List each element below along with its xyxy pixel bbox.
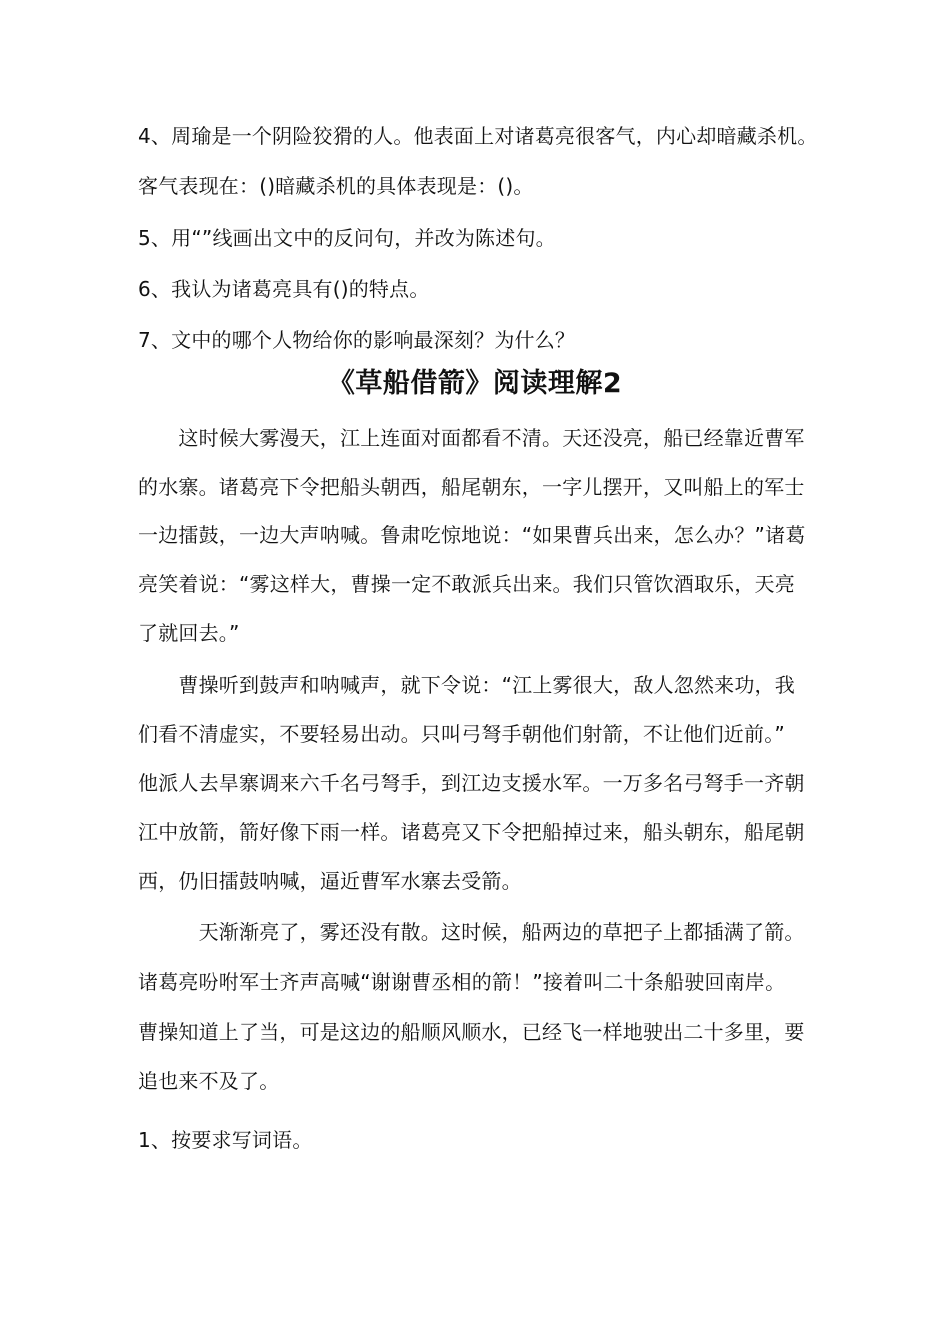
passage-line: 们看不清虚实，不要轻易出动。只叫弓弩手朝他们射箭，不让他们近前。” [138,722,785,746]
passage-line: 一边擂鼓，一边大声呐喊。鲁肃吃惊地说：“如果曹兵出来，怎么办？”诸葛 [138,523,806,547]
question-6: 6、我认为诸葛亮具有()的特点。 [138,277,430,301]
passage-line: 亮笑着说：“雾这样大，曹操一定不敢派兵出来。我们只管饮酒取乐，天亮 [138,572,795,596]
passage-line: 西，仍旧擂鼓呐喊，逼近曹军水寨去受箭。 [138,869,522,893]
passage-line: 诸葛亮吩咐军士齐声高喊“谢谢曹丞相的箭！”接着叫二十条船驶回南岸。 [138,970,786,994]
question-4-line-2: 客气表现在：()暗藏杀机的具体表现是：()。 [138,174,534,198]
passage-line: 他派人去旱寨调来六千名弓弩手，到江边支援水军。一万多名弓弩手一齐朝 [138,771,805,795]
question-1-bottom: 1、按要求写词语。 [138,1128,313,1152]
passage-line: 了就回去。” [138,621,240,645]
question-5: 5、用“”线画出文中的反问句，并改为陈述句。 [138,226,556,250]
question-7: 7、文中的哪个人物给你的影响最深刻？为什么？ [138,328,576,352]
question-4-line-1: 4、周瑜是一个阴险狡猾的人。他表面上对诸葛亮很客气，内心却暗藏杀机。 [138,124,818,148]
passage-line: 曹操听到鼓声和呐喊声，就下令说：“江上雾很大，敌人忽然来功，我 [138,673,795,697]
passage-line: 江中放箭，箭好像下雨一样。诸葛亮又下令把船掉过来，船头朝东，船尾朝 [138,820,805,844]
passage-line: 曹操知道上了当，可是这边的船顺风顺水，已经飞一样地驶出二十多里，要 [138,1020,805,1044]
passage-line: 天渐渐亮了，雾还没有散。这时候，船两边的草把子上都插满了箭。 [138,920,805,944]
passage-line: 的水寨。诸葛亮下令把船头朝西，船尾朝东，一字儿摆开，又叫船上的军士 [138,475,805,499]
passage-line: 这时候大雾漫天，江上连面对面都看不清。天还没亮，船已经靠近曹军 [138,426,805,450]
passage-line: 追也来不及了。 [138,1069,280,1093]
page-title: 《草船借箭》阅读理解2 [327,368,623,399]
